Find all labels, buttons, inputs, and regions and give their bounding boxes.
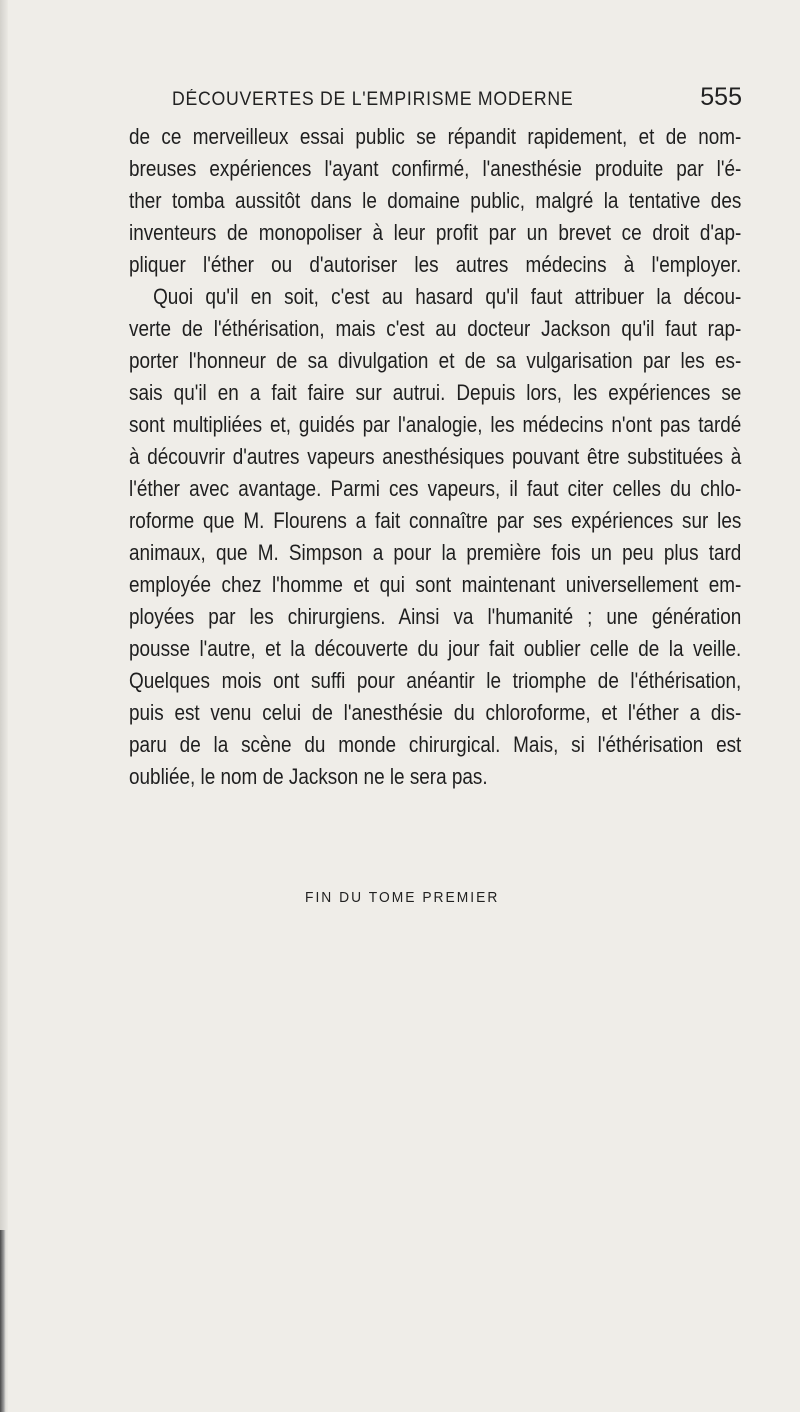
text-line: porter l'honneur de sa divulgation et de sa vulgarisation par les es-	[129, 348, 742, 373]
text-line-paragraph-end: oubliée, le nom de Jackson ne le sera pas.	[129, 764, 488, 789]
text-line: employée chez l'homme et qui sont maintenant universellement em-	[129, 572, 742, 597]
colophon: FIN DU TOME PREMIER	[305, 889, 500, 906]
text-line: ployées par les chirurgiens. Ainsi va l'humanité ; une génération	[129, 604, 742, 629]
body-text	[129, 121, 741, 793]
text-line: de ce merveilleux essai public se répandit rapidement, et de nom-	[129, 124, 742, 149]
text-line: paru de la scène du monde chirurgical. Mais, si l'éthérisation est	[129, 732, 742, 757]
text-line: ther tomba aussitôt dans le domaine public, malgré la tentative des	[129, 188, 742, 213]
text-line: breuses expériences l'ayant confirmé, l'anesthésie produite par l'é-	[129, 156, 742, 181]
text-line: sont multipliées et, guidés par l'analogie, les médecins n'ont pas tardé	[129, 412, 742, 437]
text-line: inventeurs de monopoliser à leur profit par un brevet ce droit d'ap-	[129, 220, 742, 245]
page-edge-mark	[0, 1230, 6, 1412]
text-line: animaux, que M. Simpson a pour la première fois un peu plus tard	[129, 540, 742, 565]
text-line: l'éther avec avantage. Parmi ces vapeurs, il faut citer celles du chlo-	[129, 476, 742, 501]
page-gutter-shadow	[0, 0, 8, 1412]
text-line: pliquer l'éther ou d'autoriser les autres médecins à l'employer.	[129, 252, 742, 277]
text-line: sais qu'il en a fait faire sur autrui. Depuis lors, les expériences se	[129, 380, 742, 405]
text-line: roforme que M. Flourens a fait connaître par ses expériences sur les	[129, 508, 742, 533]
page-number: 555	[700, 83, 742, 111]
text-line: pousse l'autre, et la découverte du jour fait oublier celle de la veille.	[129, 636, 742, 661]
running-head	[172, 83, 742, 115]
text-line: Quelques mois ont suffi pour anéantir le triomphe de l'éthérisation,	[129, 668, 742, 693]
running-title: DÉCOUVERTES DE L'EMPIRISME MODERNE	[172, 89, 574, 110]
text-line-paragraph-start: Quoi qu'il en soit, c'est au hasard qu'il faut attribuer la décou-	[153, 284, 742, 309]
text-line: à découvrir d'autres vapeurs anesthésiques pouvant être substituées à	[129, 444, 742, 469]
text-line: puis est venu celui de l'anesthésie du chloroforme, et l'éther a dis-	[129, 700, 742, 725]
text-line: verte de l'éthérisation, mais c'est au docteur Jackson qu'il faut rap-	[129, 316, 742, 341]
